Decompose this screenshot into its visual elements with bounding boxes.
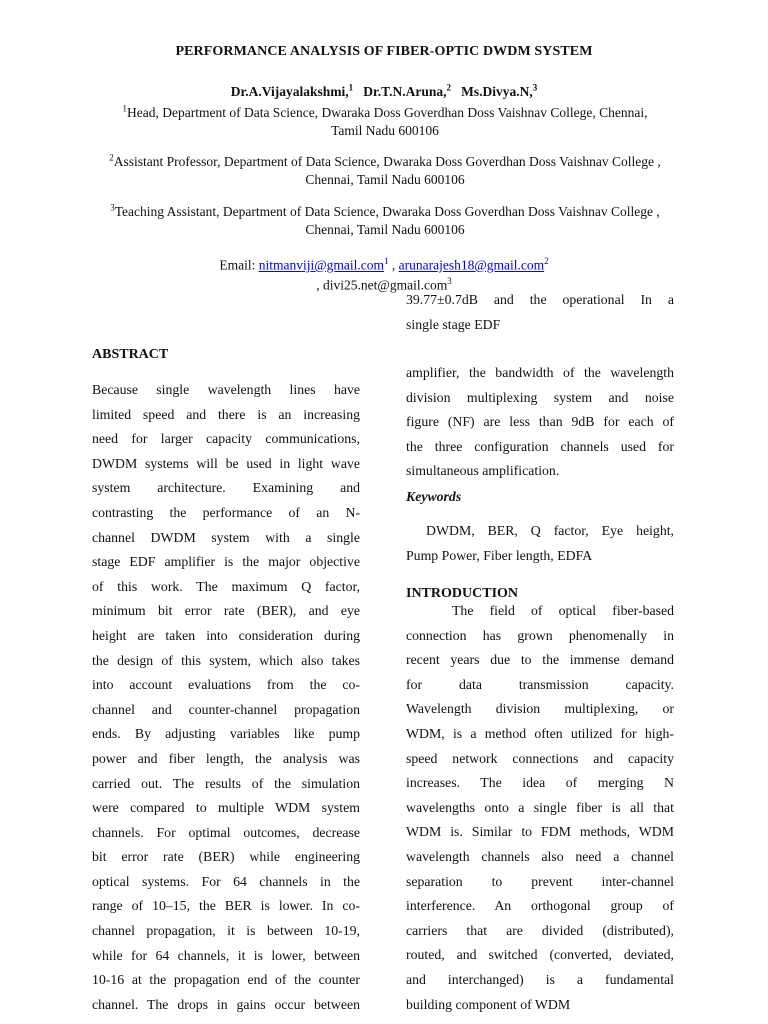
paper-title: PERFORMANCE ANALYSIS OF FIBER-OPTIC DWDM SYSTEM (175, 44, 593, 59)
text-line: separation to prevent inter-channel (406, 873, 674, 889)
text-line: speed network connections and capacity (406, 750, 674, 766)
introduction-body (406, 599, 674, 1017)
author-3: Ms.Divya.N,$^3$ (461, 82, 538, 99)
text-line: optical systems. For 64 channels in the (92, 873, 360, 889)
text-line: Pump Power, Fiber length, EDFA (406, 547, 593, 563)
text-line: WDM, is a method often utilized for high- (406, 725, 674, 741)
text-line: the three configuration channels used for (406, 438, 674, 454)
text-line: simultaneous amplification. (406, 463, 560, 479)
text-line: amplifier, the bandwidth of the wavelength (406, 365, 674, 380)
text-line: and interchanged) is a fundamental (406, 971, 674, 987)
text-line: range of 10–15, the BER is lower. In co- (92, 898, 360, 914)
text-line: need for larger capacity communications, (92, 431, 360, 447)
affiliation-3: $^3$Teaching Assistant, Department of Data Science, Dwaraka Doss Goverdhan Doss Vaishnav College , Chennai, Tamil Nadu 600106 (110, 202, 660, 237)
text-line: carried out. The results of the simulation (92, 775, 360, 791)
text-line: bit error rate (BER) while engineering (92, 849, 360, 865)
affiliation-2: $^2$Assistant Professor, Department of Data Science, Dwaraka Doss Goverdhan Doss Vaishnav College , Chennai, Tamil Nadu 600106 (109, 152, 661, 187)
text-line: WDM is. Similar to FDM methods, WDM (406, 824, 674, 840)
email-link-2[interactable]: arunarajesh18@gmail.com (398, 257, 545, 273)
text-line: the design of this system, which also takes (92, 652, 360, 668)
text-line: single stage EDF (406, 316, 501, 332)
text-line: height are taken into consideration during (92, 627, 360, 643)
text-line: 39.77±0.7dB and the operational In a (406, 292, 674, 307)
text-line: of this work. The maximum Q factor, (92, 578, 360, 594)
text-line: connection has grown phenomenally in (406, 627, 674, 643)
email-3: divi25.net@gmail.com (323, 277, 448, 293)
text-line: wavelength channels also need a channel (406, 848, 674, 864)
text-line: limited speed and there is an increasing (92, 406, 360, 422)
text-line: system architecture. Examining and (92, 480, 360, 496)
text-line: channels. For optimal outcomes, decrease (92, 824, 360, 840)
text-line: power and fiber length, the analysis was (92, 750, 360, 766)
text-line: recent years due to the immense demand (406, 652, 674, 668)
text-line: Because single wavelength lines have (92, 382, 360, 397)
text-line: channel DWDM system with a single (92, 529, 360, 545)
affiliation-1: $^1$Head, Department of Data Science, Dwaraka Doss Goverdhan Doss Vaishnav College, Chennai, Tamil Nadu 600106 (122, 103, 648, 138)
keywords-heading: Keywords (406, 489, 462, 504)
text-line: channel propagation, it is between 10-19, (92, 923, 360, 939)
abstract-continued-b (406, 361, 674, 484)
text-line: Wavelength division multiplexing, or (406, 701, 674, 717)
text-line: routed, and switched (converted, deviated, (406, 947, 674, 963)
text-line: channel. The drops in gains occur between (92, 996, 360, 1012)
text-line: were compared to multiple WDM system (92, 800, 360, 816)
text-line: for data transmission capacity. (406, 676, 674, 692)
author-2: Dr.T.N.Aruna,$^2$ (363, 82, 452, 99)
abstract-heading: ABSTRACT (92, 347, 169, 362)
text-line: division multiplexing system and noise (406, 389, 674, 405)
abstract-body (92, 378, 360, 1017)
text-line: DWDM systems will be used in light wave (92, 455, 360, 471)
text-line: into account evaluations from the co- (92, 677, 360, 693)
author-list (0, 82, 768, 100)
text-line: while for 64 channels, it is lower, between (92, 947, 360, 963)
text-line: figure (NF) are less than 9dB for each of (406, 414, 674, 430)
author-1: Dr.A.Vijayalakshmi,$^1$ (230, 82, 354, 99)
keywords-body (406, 519, 674, 568)
text-line: contrasting the performance of an N- (92, 504, 360, 520)
text-line: interference. An orthogonal group of (406, 898, 674, 914)
email-line-2: , divi25.net@gmail.com$^3$ (316, 276, 452, 293)
text-line: carriers that are divided (distributed), (406, 922, 674, 938)
text-line: wavelengths onto a single fiber is all that (406, 799, 674, 815)
email-link-1[interactable]: nitmanviji@gmail.com (258, 257, 385, 273)
text-line: The field of optical fiber-based (452, 603, 674, 618)
text-line: increases. The idea of merging N (406, 775, 674, 791)
text-line: stage EDF amplifier is the major objective (92, 554, 360, 570)
text-line: DWDM, BER, Q factor, Eye height, (426, 523, 674, 538)
text-line: 10-16 at the propagation end of the counter (92, 972, 360, 988)
text-line: ends. By adjusting variables like pump (92, 726, 360, 742)
text-line: channel and counter-channel propagation (92, 701, 360, 717)
text-line: minimum bit error rate (BER), and eye (92, 603, 360, 619)
abstract-continued-a (406, 288, 674, 337)
email-line: Email: nitmanviji@gmail.com$^1$ , arunarajesh18@gmail.com$^2$ (219, 256, 549, 273)
text-line: building component of WDM (406, 996, 571, 1012)
introduction-heading: INTRODUCTION (406, 586, 519, 601)
